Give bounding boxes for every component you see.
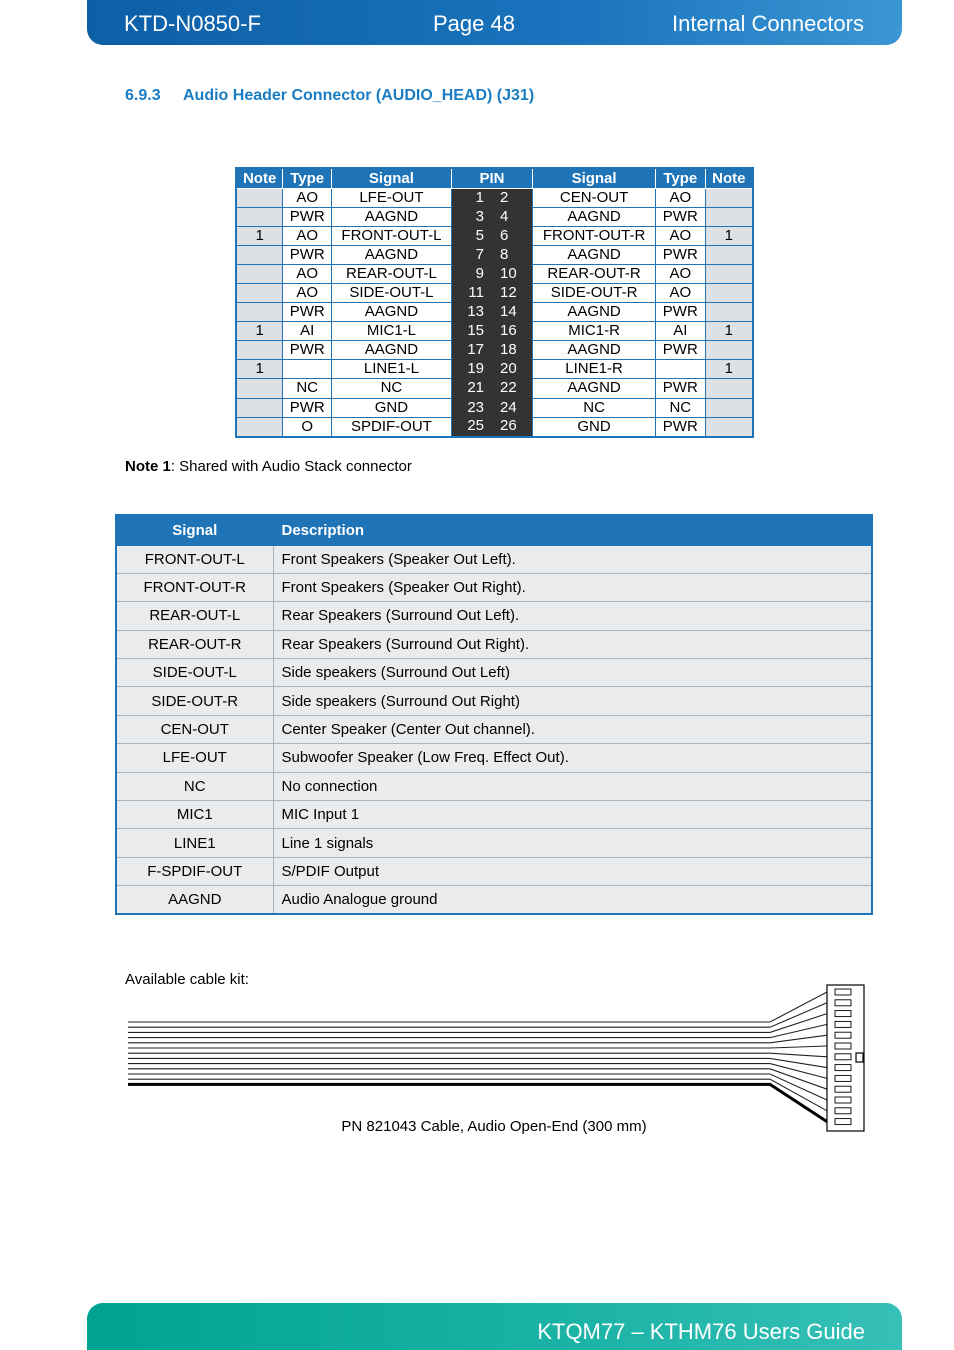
pin-right-cell: 22	[492, 379, 533, 398]
type-left-cell: AO	[283, 264, 332, 283]
pin-left-cell: 9	[451, 264, 492, 283]
signal-right-cell: FRONT-OUT-R	[533, 226, 656, 245]
note-right-cell: 1	[705, 226, 753, 245]
pin-left-cell: 1	[451, 188, 492, 207]
signal-cell: REAR-OUT-L	[116, 602, 273, 630]
pin-table-row	[236, 226, 753, 245]
wire	[128, 1058, 827, 1067]
connector-pin	[835, 1075, 851, 1081]
note-right-cell	[705, 303, 753, 322]
header-description: Description	[273, 515, 872, 545]
connector-pin	[835, 1032, 851, 1038]
pin-right-cell: 10	[492, 264, 533, 283]
connector-pin	[835, 1086, 851, 1092]
pin-table-row	[236, 360, 753, 379]
signal-cell: LINE1	[116, 829, 273, 857]
pin-left-cell: 5	[451, 226, 492, 245]
header-type-right: Type	[655, 168, 705, 188]
section-number: 6.9.3	[125, 87, 161, 104]
desc-table-row	[116, 630, 872, 658]
signal-right-cell: REAR-OUT-R	[533, 264, 656, 283]
pin-right-cell: 12	[492, 283, 533, 302]
connector-pin	[835, 1021, 851, 1027]
type-left-cell: AO	[283, 188, 332, 207]
description-cell: Rear Speakers (Surround Out Left).	[273, 602, 872, 630]
wire	[128, 992, 827, 1022]
pin-table-row	[236, 341, 753, 360]
wire	[128, 1053, 827, 1057]
pin-table-row	[236, 379, 753, 398]
desc-table-row	[116, 829, 872, 857]
header-type-left: Type	[283, 168, 332, 188]
note-left-cell	[236, 245, 283, 264]
description-cell: Side speakers (Surround Out Left)	[273, 659, 872, 687]
pin-right-cell: 2	[492, 188, 533, 207]
note-right-cell	[705, 398, 753, 417]
description-cell: MIC Input 1	[273, 801, 872, 829]
desc-table-row	[116, 886, 872, 914]
pin-table-row	[236, 417, 753, 437]
note-right-cell	[705, 188, 753, 207]
note-right-cell	[705, 207, 753, 226]
note-left-cell	[236, 264, 283, 283]
type-right-cell: PWR	[655, 341, 705, 360]
type-left-cell: PWR	[283, 341, 332, 360]
note-left-cell	[236, 398, 283, 417]
type-left-cell: AI	[283, 322, 332, 341]
pin-table-row	[236, 207, 753, 226]
desc-table-row	[116, 687, 872, 715]
header-note-left: Note	[236, 168, 283, 188]
pin-table-row	[236, 303, 753, 322]
type-right-cell: PWR	[655, 245, 705, 264]
header-signal-left: Signal	[332, 168, 452, 188]
type-left-cell: NC	[283, 379, 332, 398]
note-left-cell	[236, 188, 283, 207]
signal-left-cell: LINE1-L	[332, 360, 452, 379]
pin-left-cell: 7	[451, 245, 492, 264]
note-right-cell	[705, 417, 753, 437]
desc-table-header	[116, 515, 872, 545]
note-text: : Shared with Audio Stack connector	[170, 458, 412, 475]
connector-pin	[835, 1011, 851, 1017]
pin-right-cell: 24	[492, 398, 533, 417]
pin-right-cell: 16	[492, 322, 533, 341]
type-left-cell: AO	[283, 226, 332, 245]
signal-right-cell: CEN-OUT	[533, 188, 656, 207]
type-right-cell: AO	[655, 264, 705, 283]
type-left-cell: PWR	[283, 245, 332, 264]
header-signal: Signal	[116, 515, 273, 545]
connector-pin	[835, 989, 851, 995]
signal-cell: AAGND	[116, 886, 273, 914]
note-left-cell: 1	[236, 226, 283, 245]
note-right-cell	[705, 341, 753, 360]
wire	[128, 1024, 827, 1037]
signal-right-cell: LINE1-R	[533, 360, 656, 379]
connector-latch	[856, 1053, 863, 1062]
description-cell: Rear Speakers (Surround Out Right).	[273, 630, 872, 658]
type-left-cell: PWR	[283, 207, 332, 226]
note-left-cell	[236, 207, 283, 226]
pin-table-row	[236, 188, 753, 207]
connector-pin	[835, 1097, 851, 1103]
type-right-cell: PWR	[655, 379, 705, 398]
pin-right-cell: 26	[492, 417, 533, 437]
pin-right-cell: 14	[492, 303, 533, 322]
type-right-cell: AO	[655, 283, 705, 302]
signal-right-cell: AAGND	[533, 379, 656, 398]
pin-right-cell: 20	[492, 360, 533, 379]
connector-pin	[835, 1065, 851, 1071]
signal-cell: F-SPDIF-OUT	[116, 857, 273, 885]
signal-cell: REAR-OUT-R	[116, 630, 273, 658]
signal-right-cell: GND	[533, 417, 656, 437]
pin-right-cell: 18	[492, 341, 533, 360]
signal-left-cell: AAGND	[332, 245, 452, 264]
pin-left-cell: 3	[451, 207, 492, 226]
signal-left-cell: REAR-OUT-L	[332, 264, 452, 283]
signal-left-cell: FRONT-OUT-L	[332, 226, 452, 245]
guide-title: KTQM77 – KTHM76 Users Guide	[537, 1319, 865, 1344]
pin-table-row	[236, 245, 753, 264]
signal-left-cell: AAGND	[332, 207, 452, 226]
signal-cell: SIDE-OUT-L	[116, 659, 273, 687]
signal-left-cell: LFE-OUT	[332, 188, 452, 207]
wire	[128, 1046, 827, 1048]
chapter-title: Internal Connectors	[672, 11, 864, 36]
signal-right-cell: AAGND	[533, 207, 656, 226]
desc-table-row	[116, 602, 872, 630]
signal-left-cell: SIDE-OUT-L	[332, 283, 452, 302]
desc-table-row	[116, 772, 872, 800]
type-right-cell: PWR	[655, 207, 705, 226]
signal-left-cell: NC	[332, 379, 452, 398]
document-code: KTD-N0850-F	[124, 11, 261, 36]
type-right-cell: AI	[655, 322, 705, 341]
cable-kit-label: Available cable kit:	[125, 971, 249, 988]
pin-left-cell: 11	[451, 283, 492, 302]
pin-left-cell: 13	[451, 303, 492, 322]
type-right-cell: AO	[655, 188, 705, 207]
signal-cell: NC	[116, 772, 273, 800]
signal-left-cell: GND	[332, 398, 452, 417]
pin-left-cell: 25	[451, 417, 492, 437]
note-left-cell	[236, 341, 283, 360]
note-left-cell: 1	[236, 322, 283, 341]
note-left-cell: 1	[236, 360, 283, 379]
signal-right-cell: AAGND	[533, 303, 656, 322]
wire	[128, 1074, 827, 1100]
pin-left-cell: 17	[451, 341, 492, 360]
note-left-cell	[236, 417, 283, 437]
pin-right-cell: 4	[492, 207, 533, 226]
type-left-cell: PWR	[283, 303, 332, 322]
connector-pin	[835, 1000, 851, 1006]
description-cell: Audio Analogue ground	[273, 886, 872, 914]
note-right-cell	[705, 379, 753, 398]
description-cell: Front Speakers (Speaker Out Left).	[273, 545, 872, 573]
description-cell: No connection	[273, 772, 872, 800]
signal-right-cell: NC	[533, 398, 656, 417]
description-cell: S/PDIF Output	[273, 857, 872, 885]
desc-table-row	[116, 857, 872, 885]
signal-cell: FRONT-OUT-L	[116, 545, 273, 573]
signal-right-cell: MIC1-R	[533, 322, 656, 341]
signal-right-cell: AAGND	[533, 341, 656, 360]
wire	[128, 1003, 827, 1027]
pin-left-cell: 21	[451, 379, 492, 398]
cable-wires	[128, 992, 827, 1122]
note-right-cell	[705, 245, 753, 264]
page-header	[87, 0, 902, 45]
type-left-cell: AO	[283, 283, 332, 302]
signal-description-table	[115, 514, 873, 915]
description-cell: Subwoofer Speaker (Low Freq. Effect Out).	[273, 744, 872, 772]
pin-table-header	[236, 168, 753, 188]
signal-left-cell: SPDIF-OUT	[332, 417, 452, 437]
header-note-right: Note	[705, 168, 753, 188]
note-left-cell	[236, 379, 283, 398]
note-right-cell	[705, 283, 753, 302]
type-left-cell: PWR	[283, 398, 332, 417]
cable-caption: PN 821043 Cable, Audio Open-End (300 mm)	[341, 1118, 647, 1135]
note-right-cell: 1	[705, 322, 753, 341]
signal-cell: MIC1	[116, 801, 273, 829]
desc-table-row	[116, 744, 872, 772]
pin-left-cell: 23	[451, 398, 492, 417]
section-title: Audio Header Connector (AUDIO_HEAD) (J31)	[183, 87, 535, 104]
connector-pin	[835, 1054, 851, 1060]
signal-left-cell: AAGND	[332, 303, 452, 322]
cable-illustration	[125, 982, 870, 1134]
desc-table-body	[116, 545, 872, 914]
note-left-cell	[236, 283, 283, 302]
signal-left-cell: MIC1-L	[332, 322, 452, 341]
desc-table-row	[116, 715, 872, 743]
pin-table-body	[236, 188, 753, 437]
signal-cell: FRONT-OUT-R	[116, 573, 273, 601]
note-left-cell	[236, 303, 283, 322]
signal-right-cell: AAGND	[533, 245, 656, 264]
wire	[128, 1064, 827, 1079]
description-cell: Front Speakers (Speaker Out Right).	[273, 573, 872, 601]
desc-table-row	[116, 801, 872, 829]
header-pin: PIN	[451, 168, 532, 188]
type-right-cell: PWR	[655, 303, 705, 322]
pin-left-cell: 19	[451, 360, 492, 379]
note-label: Note 1	[125, 458, 171, 475]
header-signal-right: Signal	[533, 168, 656, 188]
pin-table-row	[236, 283, 753, 302]
signal-left-cell: AAGND	[332, 341, 452, 360]
section-heading	[125, 87, 534, 105]
type-right-cell: AO	[655, 226, 705, 245]
note-1	[125, 458, 412, 475]
pin-table-row	[236, 264, 753, 283]
description-cell: Line 1 signals	[273, 829, 872, 857]
signal-cell: LFE-OUT	[116, 744, 273, 772]
pin-left-cell: 15	[451, 322, 492, 341]
pin-table-row	[236, 398, 753, 417]
type-left-cell	[283, 360, 332, 379]
pin-right-cell: 6	[492, 226, 533, 245]
connector-pin	[835, 1043, 851, 1049]
description-cell: Center Speaker (Center Out channel).	[273, 715, 872, 743]
page-footer	[87, 1303, 902, 1350]
pin-right-cell: 8	[492, 245, 533, 264]
type-left-cell: O	[283, 417, 332, 437]
connector-pin	[835, 1108, 851, 1114]
pin-table	[235, 167, 754, 438]
note-right-cell: 1	[705, 360, 753, 379]
page-number: Page 48	[433, 11, 515, 36]
wire	[128, 1035, 827, 1043]
wire	[128, 1014, 827, 1033]
type-right-cell: NC	[655, 398, 705, 417]
signal-cell: SIDE-OUT-R	[116, 687, 273, 715]
wire	[128, 1084, 827, 1121]
desc-table-row	[116, 573, 872, 601]
desc-table-row	[116, 659, 872, 687]
note-right-cell	[705, 264, 753, 283]
pin-table-row	[236, 322, 753, 341]
signal-cell: CEN-OUT	[116, 715, 273, 743]
desc-table-row	[116, 545, 872, 573]
signal-right-cell: SIDE-OUT-R	[533, 283, 656, 302]
type-right-cell	[655, 360, 705, 379]
description-cell: Side speakers (Surround Out Right)	[273, 687, 872, 715]
type-right-cell: PWR	[655, 417, 705, 437]
